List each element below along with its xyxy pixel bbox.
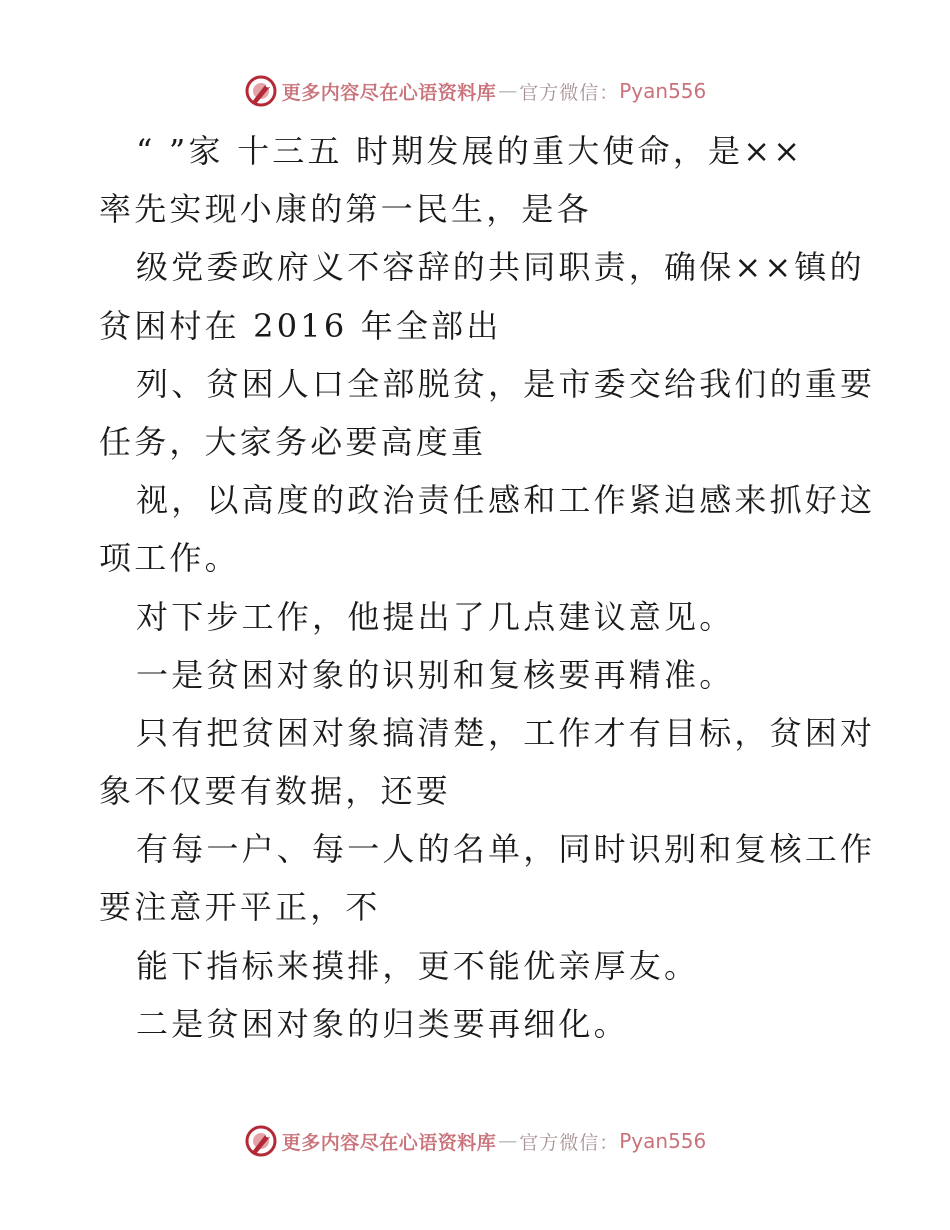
text-line: 有每一户、每一人的名单，同时识别和复核工作 bbox=[136, 830, 876, 869]
text-line: 一是贫困对象的识别和复核要再精准。 bbox=[136, 655, 735, 694]
text-line: 能下指标来摸排，更不能优亲厚友。 bbox=[136, 946, 700, 985]
header-watermark bbox=[0, 71, 950, 111]
watermark-sub-text: 官方微信： bbox=[519, 81, 620, 104]
text-line: 项工作。 bbox=[99, 539, 240, 578]
text-line: 要注意开平正，不 bbox=[99, 888, 381, 927]
text-line: 率先实现小康的第一民生，是各 bbox=[99, 190, 592, 229]
text-line: 对下步工作，他提出了几点建议意见。 bbox=[136, 597, 735, 636]
watermark-sub-text: 官方微信： bbox=[519, 1131, 620, 1154]
text-line: “ ”家 十三五 时期发展的重大使命，是×× bbox=[136, 132, 804, 170]
text-line: 视，以高度的政治责任感和工作紧迫感来抓好这 bbox=[136, 481, 876, 520]
text-line: 任务，大家务必要高度重 bbox=[99, 422, 487, 461]
text-line: 只有把贫困对象搞清楚，工作才有目标，贫困对 bbox=[136, 713, 876, 752]
text-line: 象不仅要有数据，还要 bbox=[99, 772, 452, 811]
watermark-main-text: 更多内容尽在心语资料库 bbox=[281, 1131, 497, 1154]
text-line: 二是贫困对象的归类要再细化。 bbox=[136, 1004, 629, 1043]
document-body bbox=[99, 122, 876, 1053]
text-line: 列、贫困人口全部脱贫，是市委交给我们的重要 bbox=[136, 364, 876, 403]
pen-nib-logo-icon bbox=[244, 74, 278, 108]
text-line: 级党委政府义不容辞的共同职责，确保××镇的 bbox=[136, 248, 865, 287]
footer-watermark bbox=[0, 1121, 950, 1161]
watermark-separator: — bbox=[498, 80, 518, 102]
pen-nib-logo-icon bbox=[244, 1124, 278, 1158]
text-line: 贫困村在 2016 年全部出 bbox=[99, 306, 502, 345]
watermark-separator: — bbox=[498, 1130, 518, 1152]
watermark-wechat-id: Pyan556 bbox=[619, 1129, 707, 1153]
watermark-main-text: 更多内容尽在心语资料库 bbox=[281, 81, 497, 104]
watermark-wechat-id: Pyan556 bbox=[619, 79, 707, 103]
